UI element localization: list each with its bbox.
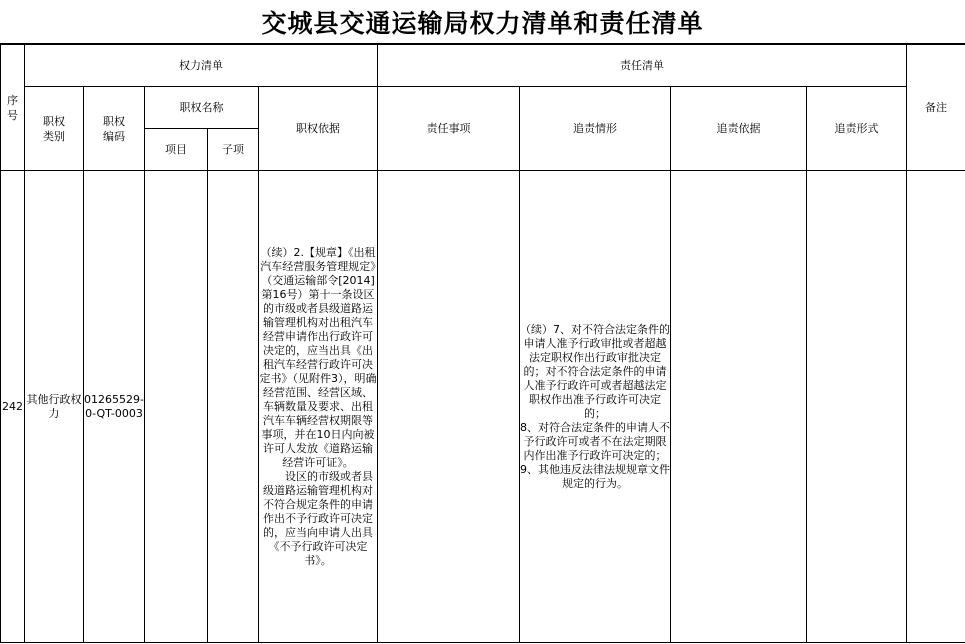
page-title: 交城县交通运输局权力清单和责任清单 [0, 0, 965, 44]
header-pursuit-basis: 追责依据 [671, 87, 807, 171]
pursuit-paragraph-1: （续）7、对不符合法定条件的申请人准予行政审批或者超越法定职权作出行政审批决定的；对不符合法定条件的申请人准予行政许可或者超越法定职权作出准予行政许可决定的； [520, 322, 670, 420]
header-responsibility-list: 责任清单 [378, 45, 907, 87]
header-power-list: 权力清单 [25, 45, 378, 87]
table-row [1, 171, 965, 643]
power-responsibility-table [0, 44, 965, 643]
header-pursuit-situation: 追责情形 [520, 87, 671, 171]
header-power-code: 职权编码 [84, 87, 145, 171]
header-power-basis: 职权依据 [259, 87, 378, 171]
cell-item [145, 171, 208, 643]
cell-power-code: 01265529-0-QT-0003 [84, 171, 145, 643]
pursuit-paragraph-2: 8、对符合法定条件的申请人不予行政许可或者不在法定期限内作出准予行政许可决定的； [520, 420, 670, 462]
header-responsibility-item: 责任事项 [378, 87, 520, 171]
header-item: 项目 [145, 129, 208, 171]
pursuit-paragraph-3: 9、其他违反法律法规规章文件规定的行为。 [520, 462, 670, 490]
header-power-category: 职权类别 [25, 87, 84, 171]
cell-remark [907, 171, 965, 643]
header-sub-item: 子项 [208, 129, 259, 171]
power-basis-paragraph-2: 设区的市级或者县级道路运输管理机构对不符合规定条件的申请作出不予行政许可决定的，应当向申请人出具《不予行政许可决定书》。 [263, 469, 373, 567]
header-power-name: 职权名称 [145, 87, 259, 129]
cell-responsibility-item [378, 171, 520, 643]
power-basis-paragraph-1: （续）2.【规章】《出租汽车经营服务管理规定》（交通运输部令[2014]第16号）第十一条设区的市级或者县级道路运输管理机构对出租汽车经营申请作出行政许可决定的，应当出具《出租汽车经营行政许可决定书》（见附件3），明确经营范围、经营区域、车辆数量及要求、出租汽车车辆经营权期限等事项，并在10日内向被许可人发放《道路运输经营许可证》。 [259, 245, 377, 469]
cell-sub-item [208, 171, 259, 643]
cell-seq: 242 [1, 171, 25, 643]
header-pursuit-form: 追责形式 [807, 87, 907, 171]
cell-power-category: 其他行政权力 [25, 171, 84, 643]
header-seq: 序号 [1, 45, 25, 171]
cell-pursuit-form [807, 171, 907, 643]
header-remark: 备注 [907, 45, 965, 171]
cell-power-basis [259, 171, 378, 643]
cell-pursuit-situation [520, 171, 671, 643]
cell-pursuit-basis [671, 171, 807, 643]
